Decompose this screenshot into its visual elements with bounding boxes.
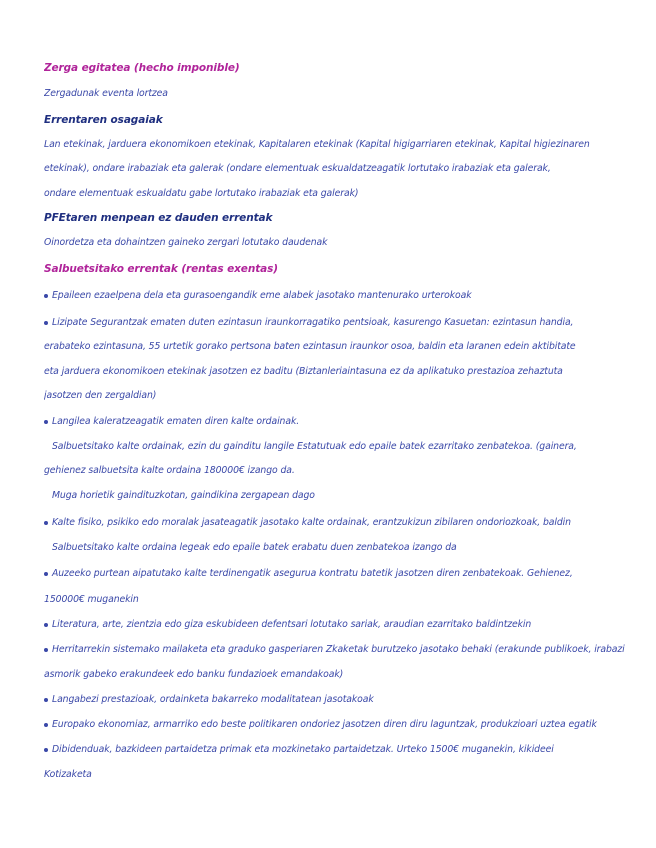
text-line: Oinordetza eta dohaintzen gaineko zergari lotutako daudenak	[44, 237, 328, 248]
heading-zerga-egitatea: Zerga egitatea (hecho imponible)	[44, 62, 240, 74]
text-line: jasotzen den zergaldian)	[44, 390, 157, 401]
heading-salbuetsitako-errentak: Salbuetsitako errentak (rentas exentas)	[44, 263, 278, 275]
text-line: asmorik gabeko erakundeek edo banku fundazioek emandakoak)	[44, 669, 344, 680]
heading-errentaren-osagaiak: Errentaren osagaiak	[44, 114, 163, 126]
text-line: gehienez salbuetsita kalte ordaina 180000€ izango da.	[44, 465, 295, 476]
text-line: Salbuetsitako kalte ordaina legeak edo epaile batek erabatu duen zenbatekoa izango da	[52, 542, 457, 553]
bullet-item: Langilea kaleratzeagatik ematen diren kalte ordainak.	[44, 416, 636, 428]
bullet-item: Langabezi prestazioak, ordainketa bakarreko modalitatean jasotakoak	[44, 694, 636, 706]
bullet-item: Kalte fisiko, psikiko edo moralak jasateagatik jasotako kalte ordainak, erantzukizun zibilaren ondoriozkoak, baldin	[44, 517, 636, 529]
text-line: Zergadunak eventa lortzea	[44, 88, 168, 99]
text-line: Lan etekinak, jarduera ekonomikoen etekinak, Kapitalaren etekinak (Kapital higigarriaren etekinak, Kapital higiezinaren	[44, 139, 590, 150]
text-line: erabateko ezintasuna, 55 urtetik gorako pertsona baten ezintasun iraunkor osoa, baldin eta laranen edein aktibitate	[44, 341, 576, 352]
bullet-item: Epaileen ezaelpena dela eta gurasoengandik eme alabek jasotako mantenurako urterokoak	[44, 290, 636, 302]
text-line: 150000€ muganekin	[44, 594, 139, 605]
text-line: etekinak), ondare irabaziak eta galerak (ondare elementuak eskualdatzeagatik lortutako irabaziak eta galerak,	[44, 163, 551, 174]
bullet-item: Literatura, arte, zientzia edo giza eskubideen defentsari lotutako sariak, araudian ezarritako baldintzekin	[44, 619, 636, 631]
bullet-item: Herritarrekin sistemako mailaketa eta graduko gasperiaren Zkaketak burutzeko jasotako behaki (erakunde publikoek, irabazi	[44, 644, 636, 656]
text-line: eta jarduera ekonomikoen etekinak jasotzen ez baditu (Biztanleriaintasuna ez da aplikatuko prestazioa zehaztuta	[44, 366, 563, 377]
text-line: Kotizaketa	[44, 769, 92, 780]
text-line: ondare elementuak eskualdatu gabe lortutako irabaziak eta galerak)	[44, 188, 359, 199]
text-line: Muga horietik gaindituzkotan, gaindikina zergapean dago	[52, 490, 315, 501]
text-line: Salbuetsitako kalte ordainak, ezin du gainditu langile Estatutuak edo epaile batek ezarritako zenbatekoa. (gainera,	[52, 441, 577, 452]
bullet-item: Dibidenduak, bazkideen partaidetza primak eta mozkinetako partaidetzak. Urteko 1500€ muganekin, kikideei	[44, 744, 636, 756]
bullet-item: Europako ekonomiaz, armarriko edo beste politikaren ondoriez jasotzen diren diru laguntzak, produkzioari uztea egatik	[44, 719, 636, 731]
bullet-item: Lizipate Segurantzak ematen duten ezintasun iraunkorragatiko pentsioak, kasurengo Kasuetan: ezintasun handia,	[44, 317, 636, 329]
bullet-item: Auzeeko purtean aipatutako kalte terdinengatik asegurua kontratu batetik jasotzen diren zenbatekoak. Gehienez,	[44, 568, 636, 580]
heading-pfe-menpean-ez: PFEtaren menpean ez dauden errentak	[44, 212, 273, 224]
